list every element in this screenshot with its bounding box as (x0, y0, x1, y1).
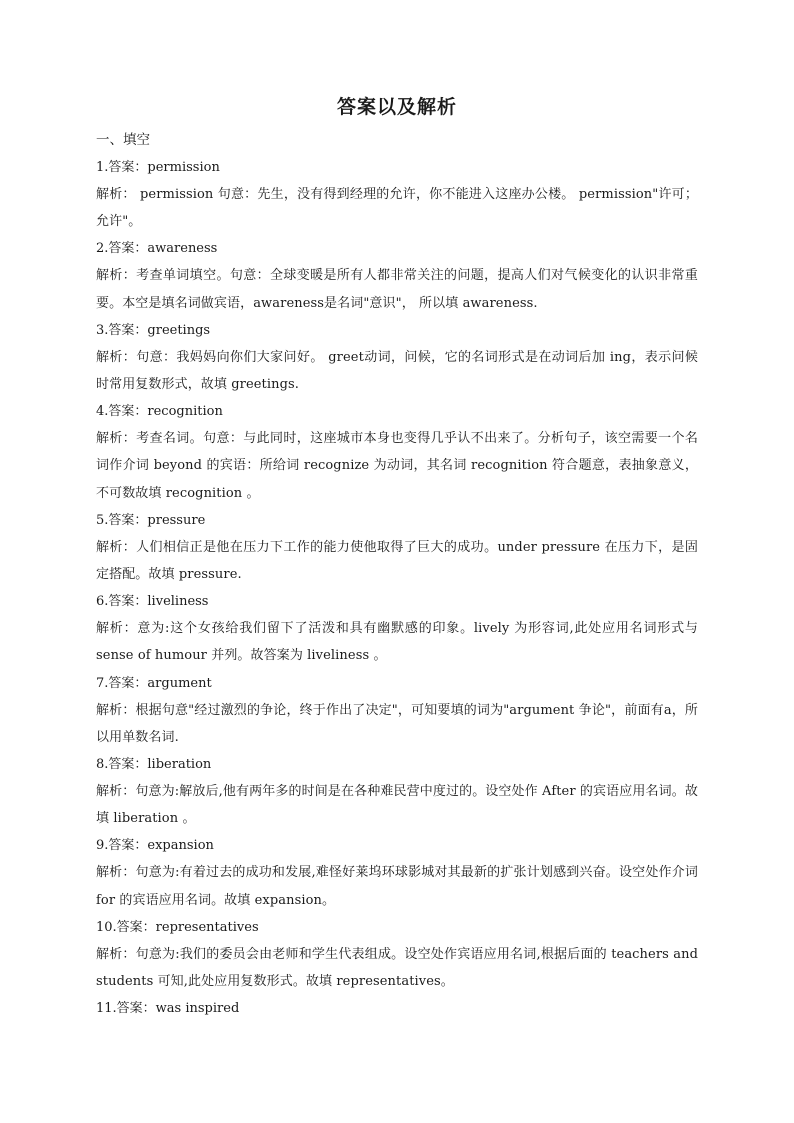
question-item-7 (96, 670, 698, 751)
answer-line: 5.答案：pressure (96, 512, 206, 528)
explanation-text: 解析： permission 句意：先生，没有得到经理的允许，你不能进入这座办公楼。 permission"许可；允许"。 (96, 187, 698, 230)
answer-line: 1.答案：permission (96, 160, 220, 175)
question-item-1 (96, 154, 698, 235)
answer-line: 2.答案：awareness (96, 241, 218, 257)
explanation-text: 解析：句意为:我们的委员会由老师和学生代表组成。设空处作宾语应用名词,根据后面的 teachers and students 可知,此处应用复数形式。故填 representatives。 (96, 946, 698, 990)
answer-line: 7.答案：argument (96, 675, 212, 691)
question-item-6 (96, 588, 698, 669)
answer-line: 4.答案：recognition (96, 404, 223, 420)
answer-line: 9.答案：expansion (96, 838, 214, 854)
answer-sheet-page (96, 92, 698, 1022)
answer-line: 6.答案：liveliness (96, 594, 209, 610)
question-item-9 (96, 832, 698, 913)
document-title: 答案以及解析 (336, 96, 457, 118)
explanation-text: 解析：句意：我妈妈向你们大家问好。 greet动词，问候，它的名词形式是在动词后加 ing，表示问候时常用复数形式，故填 greetings. (96, 349, 698, 393)
section-heading: 一、填空 (96, 132, 150, 148)
answer-line: 8.答案：liberation (96, 757, 212, 773)
explanation-text: 解析：句意为:解放后,他有两年多的时间是在各种难民营中度过的。设空处作 After 的宾语应用名词。故填 liberation 。 (96, 784, 698, 827)
explanation-text: 解析：考查名词。句意：与此同时，这座城市本身也变得几乎认不出来了。分析句子，该空需要一个名词作介词 beyond 的宾语：所给词 recognize 为动词，其名词 recognition 符合题意，表抽象意义，不可数故填 recognition 。 (96, 431, 698, 501)
answer-line: 11.答案：was inspired (96, 1001, 240, 1017)
answer-line: 10.答案：representatives (96, 919, 259, 935)
question-item-3 (96, 317, 698, 398)
explanation-text: 解析：人们相信正是他在压力下工作的能力使他取得了巨大的成功。under pressure 在压力下，是固定搭配。故填 pressure. (96, 539, 698, 583)
explanation-text: 解析：根据句意"经过激烈的争论，终于作出了决定"，可知要填的词为"argument 争论"，前面有a，所以用单数名词. (96, 702, 698, 745)
question-item-11 (96, 995, 698, 1022)
explanation-text: 解析：意为:这个女孩给我们留下了活泼和具有幽默感的印象。lively 为形容词,此处应用名词形式与 sense of humour 并列。故答案为 liveliness 。 (96, 621, 698, 664)
explanation-text: 解析：考查单词填空。句意：全球变暖是所有人都非常关注的问题，提高人们对气候变化的认识非常重要。本空是填名词做宾语，awareness是名词"意识"， 所以填 awareness. (96, 268, 698, 311)
answer-line: 3.答案：greetings (96, 322, 211, 338)
question-item-2 (96, 235, 698, 316)
question-item-5 (96, 507, 698, 588)
question-item-8 (96, 751, 698, 832)
explanation-text: 解析：句意为:有着过去的成功和发展,难怪好莱坞环球影城对其最新的扩张计划感到兴奋。设空处作介词 for 的宾语应用名词。故填 expansion。 (96, 865, 698, 908)
question-item-4 (96, 398, 698, 507)
question-item-10 (96, 914, 698, 995)
